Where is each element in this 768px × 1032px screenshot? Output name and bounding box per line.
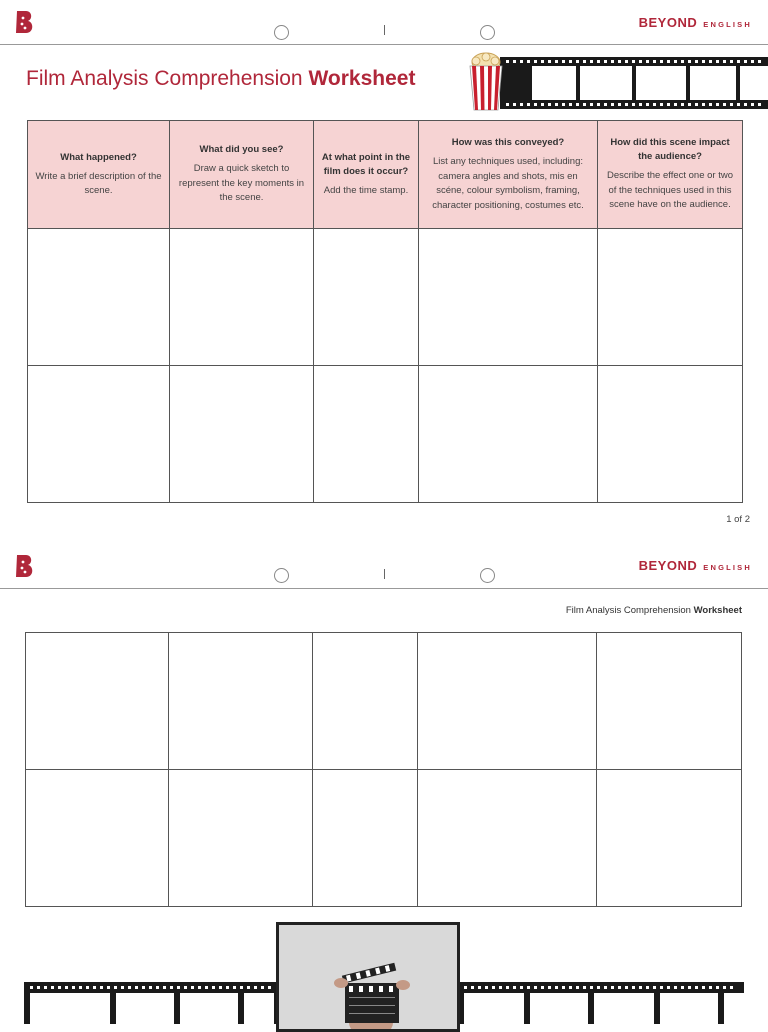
table-header-row (28, 121, 743, 229)
center-mark (384, 569, 385, 579)
answer-cell[interactable] (419, 229, 598, 366)
binder-hole (480, 25, 495, 40)
answer-cell[interactable] (314, 229, 419, 366)
clapperboard-icon (279, 925, 457, 1029)
answer-cell[interactable] (26, 633, 169, 770)
table-row (26, 633, 742, 770)
clapperboard-photo (276, 922, 460, 1032)
answer-cell[interactable] (314, 366, 419, 503)
brand-wordmark (639, 15, 752, 30)
answer-cell[interactable] (169, 770, 313, 907)
answer-cell[interactable] (598, 366, 743, 503)
binder-hole (480, 568, 495, 583)
film-strip-decoration (466, 52, 768, 112)
header-rule (0, 44, 768, 45)
answer-cell[interactable] (418, 633, 597, 770)
brand-name: BEYOND (638, 558, 698, 573)
page-number: 1 of 2 (726, 514, 750, 525)
answer-cell[interactable] (598, 229, 743, 366)
binder-hole (274, 25, 289, 40)
popcorn-icon (470, 53, 502, 110)
brand-suffix: ENGLISH (703, 563, 752, 572)
column-header: How was this conveyed? List any techniques used, including: camera angles and shots, mis en scéne, colour symbolism, framing, character positioning, costumes etc. (419, 121, 598, 229)
page-title: Film Analysis Comprehension Worksheet (26, 67, 416, 90)
answer-cell[interactable] (313, 770, 418, 907)
brand-name: BEYOND (638, 15, 698, 30)
analysis-table-continued (25, 632, 742, 907)
answer-cell[interactable] (418, 770, 597, 907)
table-row (28, 229, 743, 366)
answer-cell[interactable] (313, 633, 418, 770)
beyond-logo-icon (14, 554, 36, 578)
table-row (26, 770, 742, 907)
column-header: How did this scene impact the audience? Describe the effect one or two of the techniques used in this scene have on the audience. (598, 121, 743, 229)
beyond-logo-icon (14, 10, 36, 34)
column-header: What did you see? Draw a quick sketch to represent the key moments in the scene. (170, 121, 314, 229)
answer-cell[interactable] (26, 770, 169, 907)
answer-cell[interactable] (170, 229, 314, 366)
answer-cell[interactable] (597, 770, 742, 907)
answer-cell[interactable] (170, 366, 314, 503)
analysis-table (27, 120, 743, 503)
brand-wordmark (639, 558, 752, 573)
answer-cell[interactable] (597, 633, 742, 770)
answer-cell[interactable] (28, 229, 170, 366)
binder-hole (274, 568, 289, 583)
answer-cell[interactable] (28, 366, 170, 503)
answer-cell[interactable] (169, 633, 313, 770)
page-title-bold: Worksheet (308, 67, 416, 90)
answer-cell[interactable] (419, 366, 598, 503)
brand-suffix: ENGLISH (703, 20, 752, 29)
column-header: What happened? Write a brief description of the scene. (28, 121, 170, 229)
table-row (28, 366, 743, 503)
center-mark (384, 25, 385, 35)
column-header: At what point in the film does it occur? Add the time stamp. (314, 121, 419, 229)
page-subtitle: Film Analysis Comprehension Worksheet (565, 605, 742, 616)
header-rule (0, 588, 768, 589)
